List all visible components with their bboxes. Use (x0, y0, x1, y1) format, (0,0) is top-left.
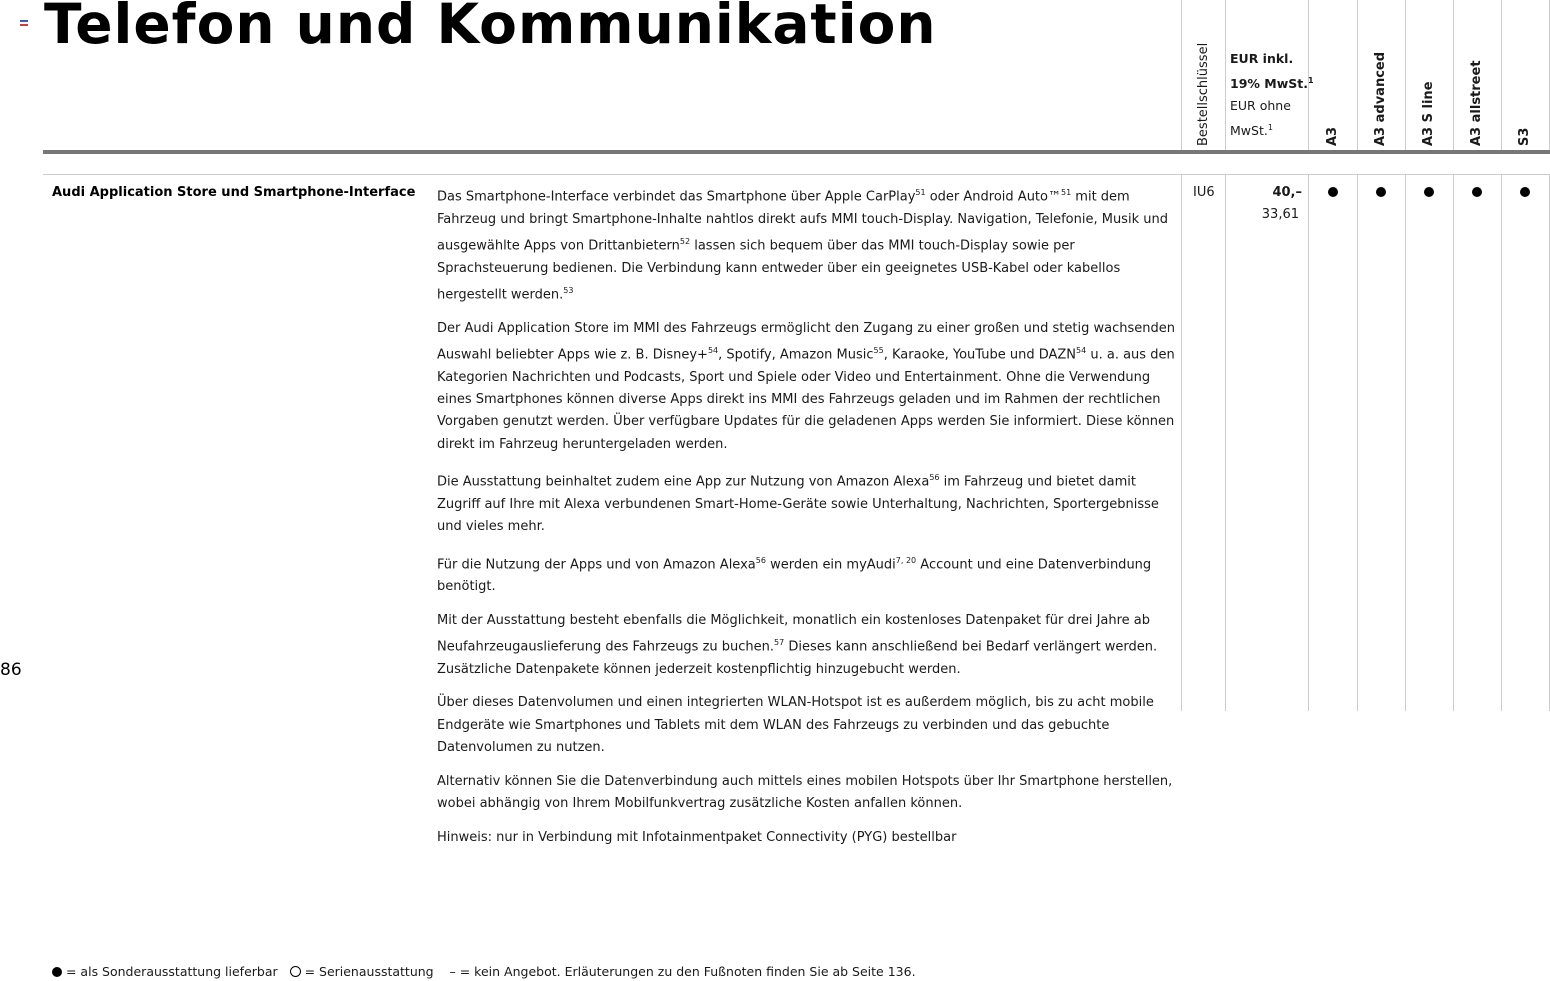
header-model-label: A3 (1325, 126, 1340, 146)
availability-a3-s-line-dot-icon (1424, 187, 1434, 197)
footnote-ref: 51 (1060, 188, 1072, 197)
description-text: Dieses kann anschließend bei Bedarf verlängert werden. Zusätzliche Datenpakete können jederzeit kostenpflichtig hinzugebucht werden. (437, 639, 1158, 677)
description-text: oder Android Auto™ (925, 189, 1061, 205)
order-code: IU6 (1193, 185, 1215, 200)
footnote-ref: 57 (774, 638, 785, 648)
description-text: Mit der Ausstattung besteht ebenfalls die Möglichkeit, monatlich ein kostenloses Datenpaket für drei Jahre ab Neufahrzeugauslieferung des Fahrzeugs zu buchen. (437, 612, 1151, 655)
header-price-net-line1: EUR ohne (1230, 98, 1291, 114)
footnote-ref: 54 (1076, 346, 1087, 356)
footnote-ref: 56 (755, 555, 766, 565)
description-text: werden ein myAudi (765, 557, 896, 573)
availability-a3-dot-icon (1328, 187, 1338, 197)
column-divider (1225, 175, 1226, 711)
footnote-ref: 7, 20 (895, 555, 917, 565)
column-divider (1181, 175, 1182, 711)
availability-a3-advanced-dot-icon (1376, 187, 1386, 197)
header-price-gross-sup: 1 (1308, 76, 1314, 85)
availability-s3-dot-icon (1520, 187, 1530, 197)
description-text: Alternativ können Sie die Datenverbindung auch mittels eines mobilen Hotspots über Ihr Smartphone herstellen, wobei abhängig von Ihrem Mobilfunkvertrag zusätzliche Kosten anfallen können. (437, 773, 1173, 811)
header-model-a3 (1309, 0, 1357, 146)
column-divider (1181, 0, 1182, 150)
legend-filled: = als Sonderausstattung lieferbar (65, 964, 278, 979)
open-circle-icon (290, 966, 301, 977)
feature-name: Audi Application Store und Smartphone-Interface (52, 185, 416, 200)
header-model-a3-allstreet (1454, 0, 1502, 146)
header-model-a3-advanced (1358, 0, 1406, 146)
description-text: Account und eine Datenverbindung benötigt. (437, 557, 1152, 595)
page-number: 86 (0, 660, 22, 680)
description-paragraph (437, 610, 1177, 681)
footnote-ref: 54 (707, 346, 719, 356)
description-text: u. a. aus den Kategorien Nachrichten und Podcasts, Sport und Spiele oder Video und Entertainment. Ohne die Verwendung eines Smartphones können diverse Apps direkt ins MMI des Fahrzeugs geladen und im Rahmen der rechtlichen Vorgaben genutzt werden. Über verfügbare Updates für die geladenen Apps werden Sie informiert. Diese können direkt im Fahrzeug heruntergeladen werden. (437, 347, 1175, 452)
column-divider (1453, 175, 1454, 711)
header-price-gross-line2: 19% MwSt. (1230, 76, 1308, 92)
header-price-gross-line1: EUR inkl. (1230, 51, 1294, 66)
header-model-s3 (1502, 0, 1550, 146)
column-divider (1405, 175, 1406, 711)
description-text: mit dem Fahrzeug und bringt Smartphone-Inhalte nahtlos direkt aufs MMI touch-Display. Navigation, Telefonie, Musik und ausgewählte Apps von Drittanbietern (437, 189, 1168, 254)
description-paragraph (437, 550, 1177, 599)
language-flag-icon (20, 20, 28, 26)
header-model-label: A3 S line (1421, 81, 1436, 146)
footnote-ref: 55 (873, 346, 884, 356)
header-order-key-label: Bestellschlüssel (1196, 42, 1211, 146)
column-divider (1357, 175, 1358, 711)
feature-description (437, 182, 1177, 860)
description-text: Über dieses Datenvolumen und einen integrierten WLAN-Hotspot ist es außerdem möglich, bis zu acht mobile Endgeräte wie Smartphones und Tablets mit dem WLAN des Fahrzeugs zu verbinden und das gebuchte Datenvolumen zu nutzen. (437, 695, 1154, 756)
header-price-net-sup: 1 (1267, 123, 1273, 133)
header-model-label: S3 (1517, 127, 1532, 146)
column-divider (1501, 175, 1502, 711)
column-divider (1308, 175, 1309, 711)
footnote-ref: 53 (563, 285, 574, 295)
header-model-a3-s-line (1406, 0, 1454, 146)
description-paragraph (437, 771, 1177, 816)
price-net: 33,61 (1261, 207, 1299, 222)
footnote-ref: 51 (915, 188, 926, 197)
description-paragraph (437, 467, 1177, 538)
price-gross: 40,– (1272, 185, 1302, 200)
footnote-ref: 52 (679, 236, 691, 246)
description-text: , Spotify, Amazon Music (718, 347, 874, 363)
legend-dash: – = kein Angebot. Erläuterungen zu den Fußnoten finden Sie ab Seite 136. (449, 964, 916, 979)
header-model-label: A3 advanced (1373, 51, 1388, 146)
legend (52, 964, 916, 979)
header-price (1230, 48, 1314, 142)
description-text: Die Ausstattung beinhaltet zudem eine App zur Nutzung von Amazon Alexa (437, 474, 930, 490)
row-top-rule (43, 174, 1550, 175)
description-text: im Fahrzeug und bietet damit Zugriff auf Ihre mit Alexa verbundenen Smart-Home-Geräte sowie Unterhaltung, Nachrichten, Sportergebnisse und vieles mehr. (437, 474, 1159, 535)
description-paragraph (437, 692, 1177, 759)
flag-stripe-red (20, 24, 28, 26)
header-rule (43, 150, 1550, 154)
description-paragraph (437, 182, 1177, 306)
description-text: Für die Nutzung der Apps und von Amazon Alexa (437, 557, 756, 573)
footnote-ref: 56 (929, 473, 940, 483)
filled-circle-icon (52, 967, 62, 977)
description-paragraph (437, 318, 1177, 456)
header-model-label: A3 allstreet (1469, 60, 1484, 146)
description-text: Hinweis: nur in Verbindung mit Infotainmentpaket Connectivity (PYG) bestellbar (437, 829, 957, 845)
description-text: lassen sich bequem über das MMI touch-Display sowie per Sprachsteuerung bedienen. Die Verbindung kann entweder über ein geeignetes USB-Kabel oder kabellos hergestellt werden. (437, 238, 1121, 303)
legend-open: = Serienausstattung (304, 964, 434, 979)
description-text: Der Audi Application Store im MMI des Fahrzeugs ermöglicht den Zugang zu einer großen und stetig wachsenden Auswahl beliebter Apps wie z. B. Disney+ (437, 320, 1175, 363)
page-title: Telefon und Kommunikation (44, 0, 937, 56)
header-order-key (1183, 0, 1227, 146)
description-paragraph (437, 827, 1177, 849)
description-text: , Karaoke, YouTube und DAZN (883, 347, 1077, 363)
availability-a3-allstreet-dot-icon (1472, 187, 1482, 197)
description-text: Das Smartphone-Interface verbindet das Smartphone über Apple CarPlay (437, 189, 916, 205)
header-price-net-line2: MwSt. (1230, 123, 1268, 139)
